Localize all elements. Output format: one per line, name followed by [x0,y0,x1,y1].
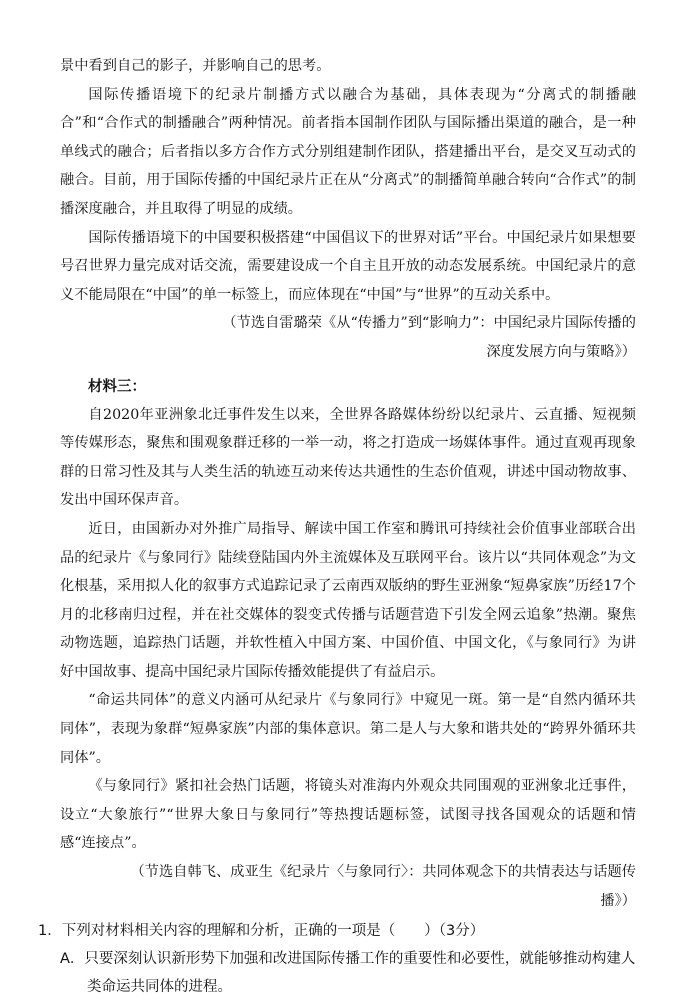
paragraph-community-of-destiny: “命运共同体”的意义内涵可从纪录片《与象同行》中窥见一斑。第一是“自然内循环共同体”，表现为象群“短鼻家族”内部的集体意识。第二是人与大象和谐共处的“跨界外循环共同体”。 [60,692,636,766]
option-a: A．只要深刻认识新形势下加强和改进国际传播工作的重要性和必要性，就能够推动构建人类命运共同体的进程。 [60,951,636,996]
question-1: 1．下列对材料相关内容的理解和分析，正确的一项是（ ）（3分） [38,923,485,940]
source-note-1-line-1: （节选自雷璐荣《从“传播力”到“影响力”：中国纪录片国际传播的 [222,315,636,332]
source-note-2-line-2: 播》） [600,892,636,909]
paragraph-production-fusion: 国际传播语境下的纪录片制播方式以融合为基础，具体表现为“分离式的制播融合”和“合作式的制播融合”两种情况。前者指本国制作团队与国际播出渠道的融合，是一种单线式的融合；后者指以多方合作方式分别组建制作团队，搭建播出平台，是交叉互动式的融合。目前，用于国际传播的中国纪录片正在从“分离式”的制播简单融合转向“合作式”的制播深度融合，并且取得了明显的成绩。 [60,86,636,217]
paragraph-continuation: 景中看到自己的影子，并影响自己的思考。 [60,58,331,74]
material-3-heading: 材料三： [88,378,146,395]
paragraph-documentary-release: 近日，由国新办对外推广局指导、解读中国工作室和腾讯可持续社会价值事业部联合出品的纪录片《与象同行》陆续登陆国内外主流媒体及互联网平台。该片以“共同体观念”为文化根基，采用拟人化的叙事方式追踪记录了云南西双版纳的野生亚洲象“短鼻家族”历经17个月的北移南归过程，并在社交媒体的裂变式传播与话题营造下引发全网云追象”热潮。聚焦动物选题，追踪热门话题，并软性植入中国方案、中国价值、中国文化，《与象同行》为讲好中国故事、提高中国纪录片国际传播效能提供了有益启示。 [60,520,636,680]
paragraph-hot-topics: 《与象同行》紧扣社会热门话题，将镜头对准海内外观众共同围观的亚洲象北迁事件，设立“大象旅行”“世界大象日与象同行”等热搜话题标签，试图寻找各国观众的话题和情感“连接点”。 [60,778,636,852]
source-note-1-line-2: 深度发展方向与策略》） [486,343,636,360]
paragraph-world-dialogue: 国际传播语境下的中国要积极搭建“中国倡议下的世界对话”平台。中国纪录片如果想要号召世界力量完成对话交流，需要建设成一个自主且开放的动态发展系统。中国纪录片的意义不能局限在“中国”的单一标签上，而应体现在“中国”与“世界”的互动关系中。 [60,229,636,303]
source-note-2-line-1: （节选自韩飞、成亚生《纪录片〈与象同行〉：共同体观念下的共情表达与话题传 [130,864,636,881]
paragraph-elephant-migration: 自2020年亚洲象北迁事件发生以来，全世界各路媒体纷纷以纪录片、云直播、短视频等传媒形态，聚焦和围观象群迁移的一举一动，将之打造成一场媒体事件。通过直观再现象群的日常习性及其与人类生活的轨迹互动来传达共通性的生态价值观，讲述中国动物故事、发出中国环保声音。 [60,406,636,509]
